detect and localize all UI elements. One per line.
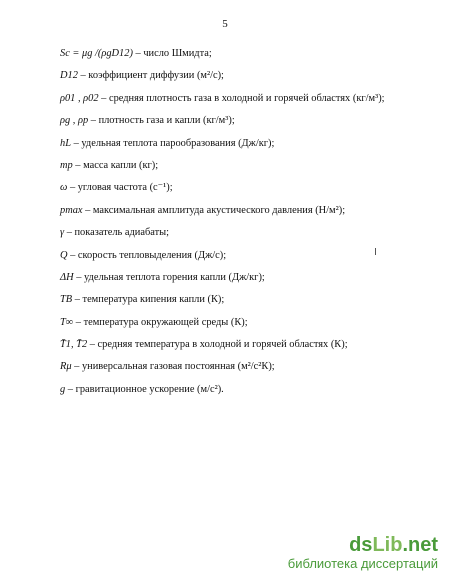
- definition-row: [60, 379, 440, 401]
- definition-row: [60, 289, 440, 311]
- definition-text: – температура окружающей среды (К);: [73, 316, 248, 328]
- definition-symbol: mp: [60, 159, 73, 171]
- watermark: [288, 534, 438, 572]
- definition-text: – число Шмидта;: [132, 48, 212, 59]
- definition-text: – плотность газа и капли (кг/м³);: [88, 115, 235, 127]
- definition-text: – масса капли (кг);: [72, 159, 159, 171]
- definition-row: [60, 155, 440, 177]
- definition-row: [60, 334, 440, 356]
- definition-text: – средняя плотность газа в холодной и горячей областях (кг/м³);: [98, 92, 385, 104]
- definition-text: – удельная теплота парообразования (Дж/кг);: [70, 137, 275, 149]
- definition-symbol: pmax: [60, 204, 83, 216]
- definition-symbol: T̄1, T̄2: [60, 339, 88, 351]
- page-number: 5: [222, 18, 228, 30]
- definition-text: – универсальная газовая постоянная (м²/с²К);: [71, 361, 275, 373]
- definition-row: [60, 200, 440, 222]
- definition-symbol: Q: [60, 249, 68, 261]
- definition-symbol: ω: [60, 182, 68, 194]
- definition-text: – удельная теплота горения капли (Дж/кг);: [73, 271, 265, 283]
- watermark-logo-lib: Lib: [372, 534, 403, 556]
- scan-mark: [375, 248, 376, 255]
- definition-symbol: D12: [60, 70, 78, 82]
- definition-text: – температура кипения капли (К);: [72, 294, 225, 306]
- definition-symbol: T∞: [60, 316, 74, 328]
- definition-row: [60, 133, 440, 155]
- definition-text: – скорость тепловыделения (Дж/с);: [67, 249, 227, 261]
- definition-row: [60, 356, 440, 378]
- definition-symbol: ΔH: [60, 271, 74, 283]
- definition-row: [60, 65, 440, 87]
- definition-text: – средняя температура в холодной и горячей областях (К);: [87, 339, 348, 351]
- watermark-logo-net: .net: [402, 534, 438, 556]
- definition-symbol: Rμ: [60, 361, 72, 373]
- definition-row: [60, 110, 440, 132]
- definition-symbol: ρ01 , ρ02: [60, 92, 99, 104]
- watermark-caption: библиотека диссертаций: [287, 556, 438, 571]
- definitions-list: [60, 43, 440, 401]
- definition-row: [60, 267, 440, 289]
- definition-symbol: TB: [60, 294, 73, 306]
- definition-row: [60, 177, 440, 199]
- definition-row: [60, 312, 440, 334]
- definition-symbol: g: [60, 383, 66, 395]
- watermark-logo: [288, 534, 438, 556]
- definition-text: – коэффициент диффузии (м²/с);: [77, 70, 224, 82]
- definition-text: – гравитационное ускорение (м/с²).: [65, 383, 224, 395]
- definition-symbol: Sc = μg /(ρgD12): [60, 48, 133, 59]
- definition-text: – показатель адиабаты;: [64, 227, 169, 239]
- definition-row: [60, 43, 440, 65]
- definition-symbol: ρg , ρp: [60, 115, 89, 127]
- definition-row: [60, 245, 440, 267]
- definition-symbol: hL: [60, 137, 71, 149]
- watermark-logo-ds: ds: [349, 534, 373, 556]
- definition-text: – максимальная амплитуда акустического давления (Н/м²);: [82, 204, 346, 216]
- definition-row: [60, 88, 440, 110]
- definition-text: – угловая частота (с⁻¹);: [67, 182, 173, 194]
- definition-symbol: γ: [60, 227, 65, 239]
- definition-row: [60, 222, 440, 244]
